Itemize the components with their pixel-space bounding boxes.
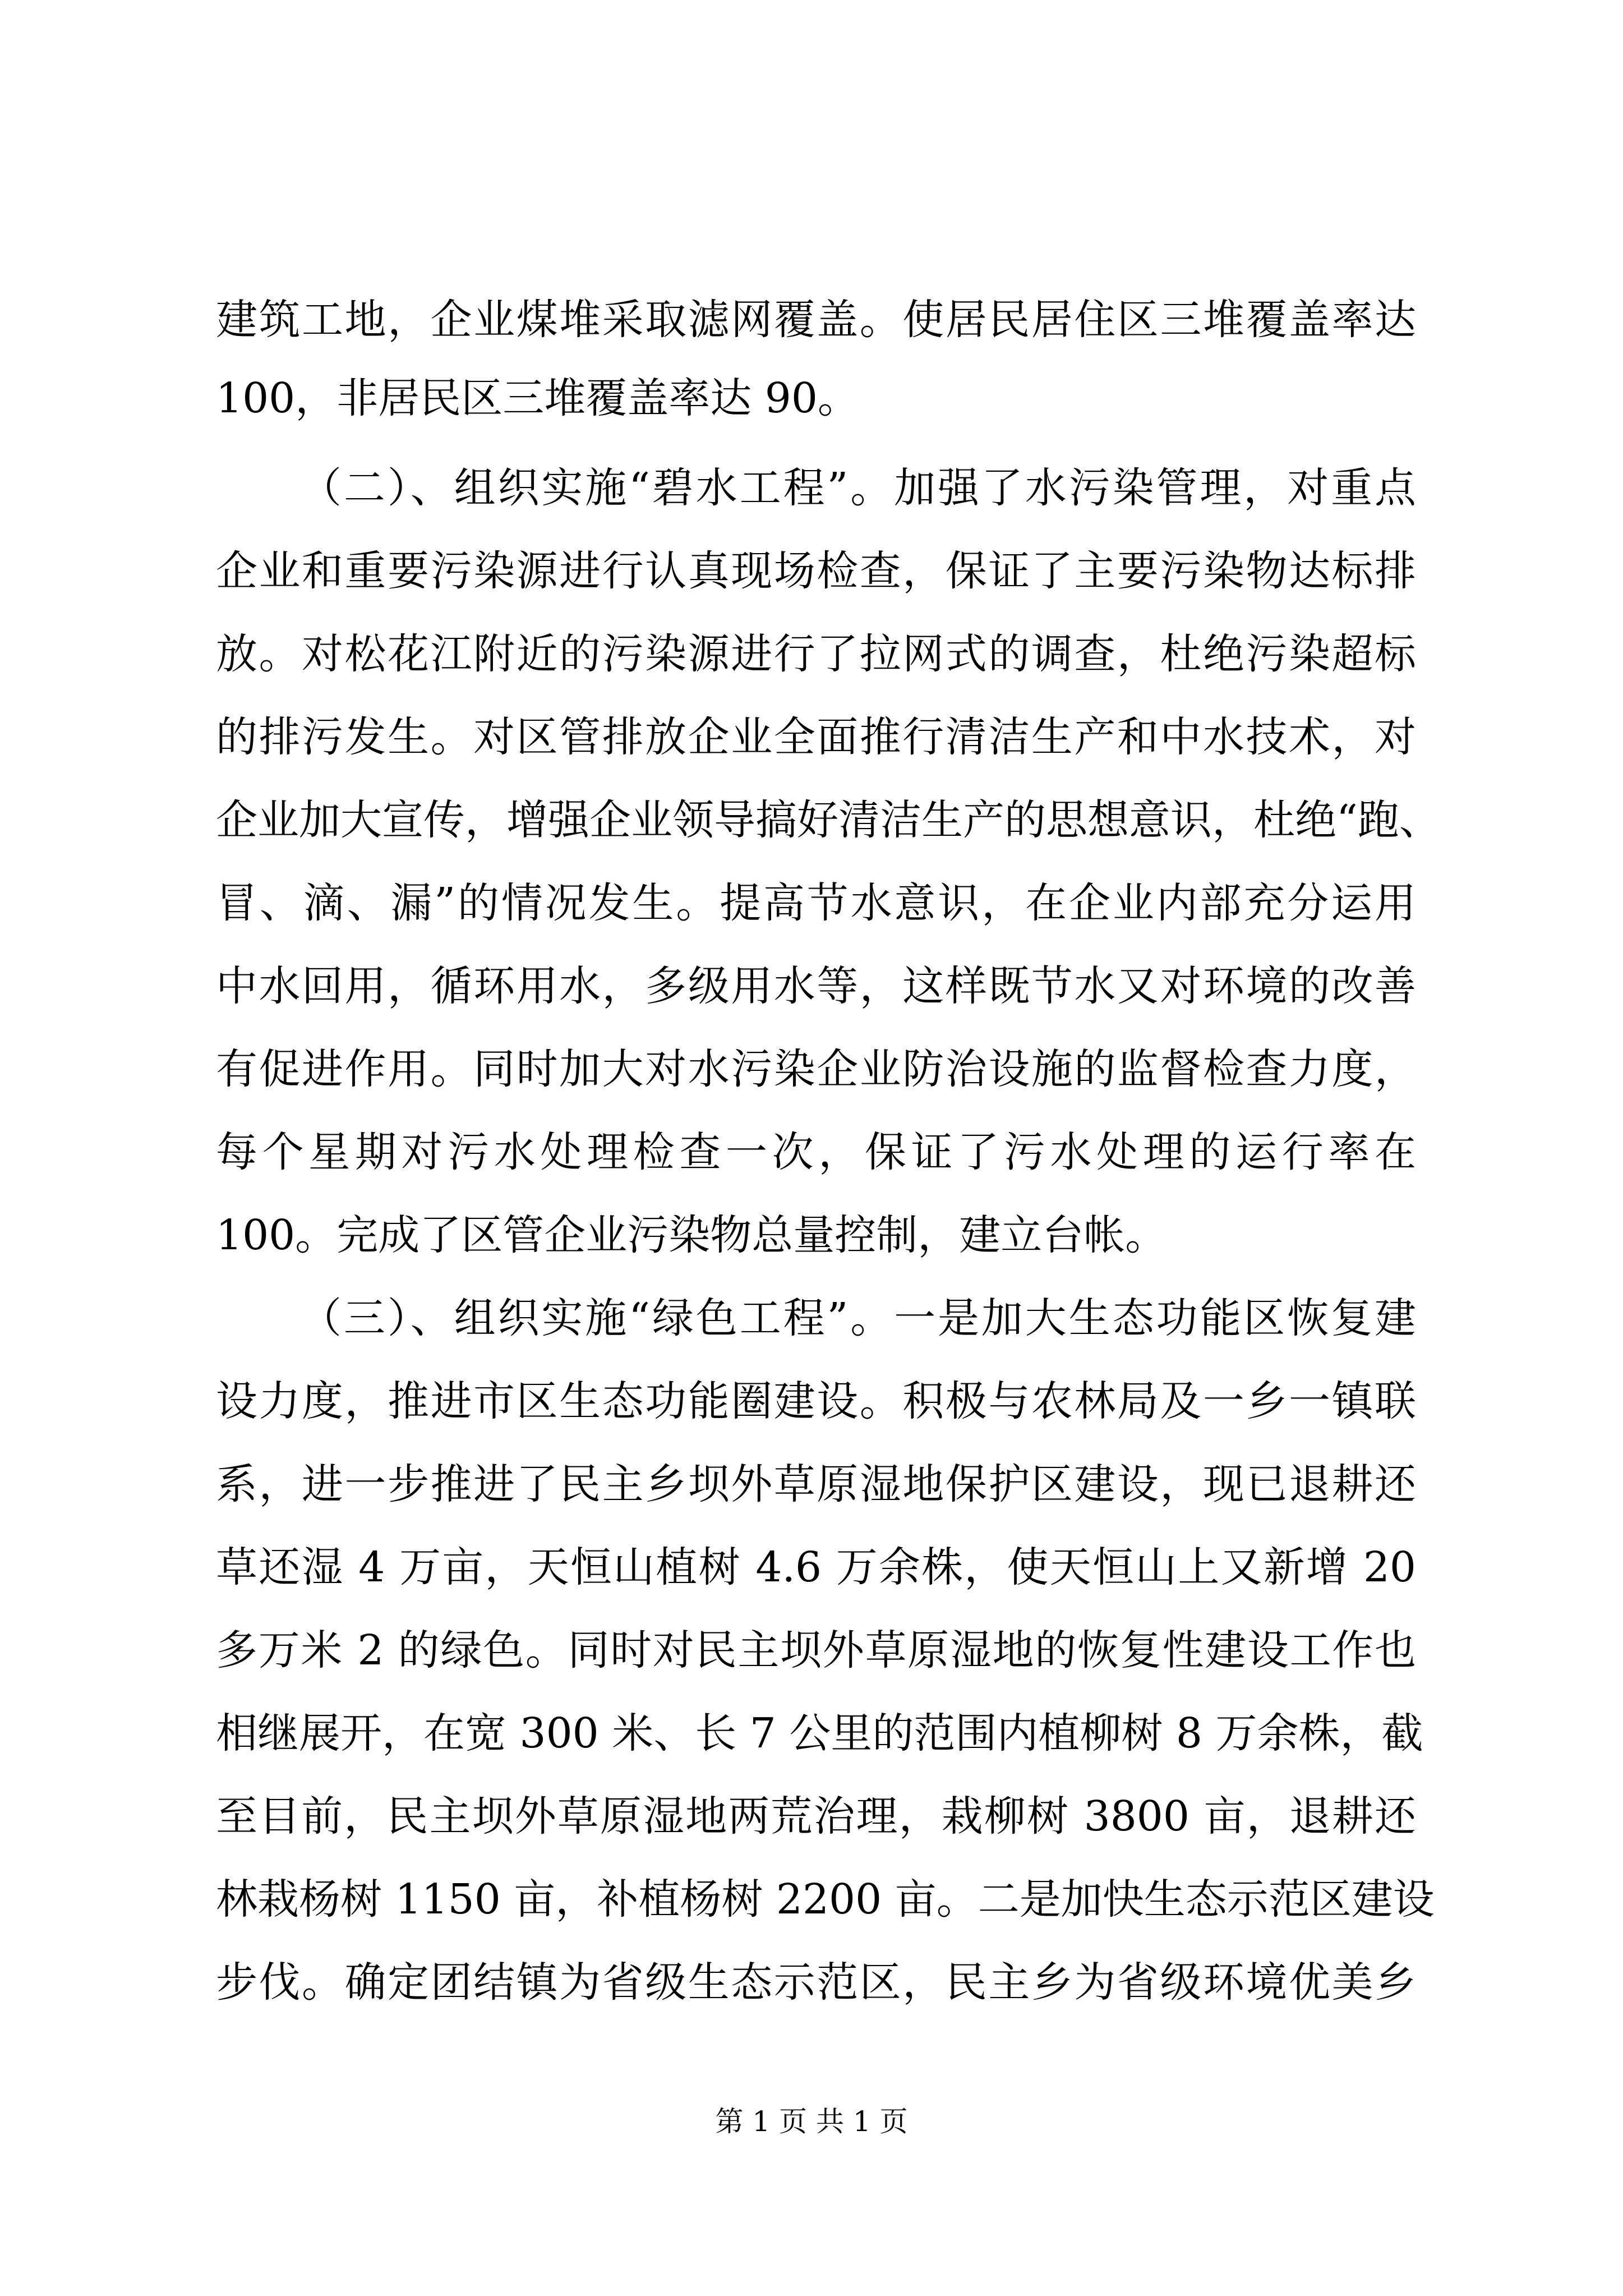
- text-line: 系，进一步推进了民主乡坝外草原湿地保护区建设，现已退耕还: [216, 1460, 1416, 1508]
- paragraph-start-line: （三）、组织实施“绿色工程”。一是加大生态功能区恢复建: [300, 1294, 1416, 1342]
- text-line: 草还湿 4 万亩，天恒山植树 4.6 万余株，使天恒山上又新增 20: [216, 1543, 1416, 1591]
- text-line: 相继展开，在宽 300 米、长 7 公里的范围内植柳树 8 万余株，截: [216, 1709, 1423, 1757]
- text-line: 林栽杨树 1150 亩，补植杨树 2200 亩。二是加快生态示范区建设: [216, 1875, 1435, 1924]
- text-line: 放。对松花江附近的污染源进行了拉网式的调查，杜绝污染超标: [216, 630, 1416, 678]
- text-line: 建筑工地，企业煤堆采取滤网覆盖。使居民居住区三堆覆盖率达: [216, 296, 1416, 344]
- text-line: 多万米 2 的绿色。同时对民主坝外草原湿地的恢复性建设工作也: [216, 1626, 1416, 1674]
- text-line: 每个星期对污水处理检查一次，保证了污水处理的运行率在: [216, 1128, 1416, 1176]
- text-line: 步伐。确定团结镇为省级生态示范区，民主乡为省级环境优美乡: [216, 1958, 1416, 2007]
- paragraph-start-line: （二）、组织实施“碧水工程”。加强了水污染管理，对重点: [300, 464, 1416, 512]
- text-line: 设力度，推进市区生态功能圈建设。积极与农林局及一乡一镇联: [216, 1377, 1416, 1425]
- text-line: 至目前，民主坝外草原湿地两荒治理，栽柳树 3800 亩，退耕还: [216, 1792, 1416, 1841]
- text-line: 企业和重要污染源进行认真现场检查，保证了主要污染物达标排: [216, 547, 1416, 595]
- page-footer: 第 1 页 共 1 页: [715, 2105, 908, 2138]
- text-line: 冒、滴、漏”的情况发生。提高节水意识，在企业内部充分运用: [216, 879, 1416, 927]
- text-line: 有促进作用。同时加大对水污染企业防治设施的监督检查力度，: [216, 1045, 1416, 1093]
- text-line: 企业加大宣传，增强企业领导搞好清洁生产的思想意识，杜绝“跑、: [216, 796, 1441, 844]
- text-line: 中水回用，循环用水，多级用水等，这样既节水又对环境的改善: [216, 962, 1416, 1010]
- text-line: 100，非居民区三堆覆盖率达 90。: [216, 374, 859, 422]
- text-line: 100。完成了区管企业污染物总量控制，建立台帐。: [216, 1211, 1167, 1259]
- text-line: 的排污发生。对区管排放企业全面推行清洁生产和中水技术，对: [216, 713, 1416, 761]
